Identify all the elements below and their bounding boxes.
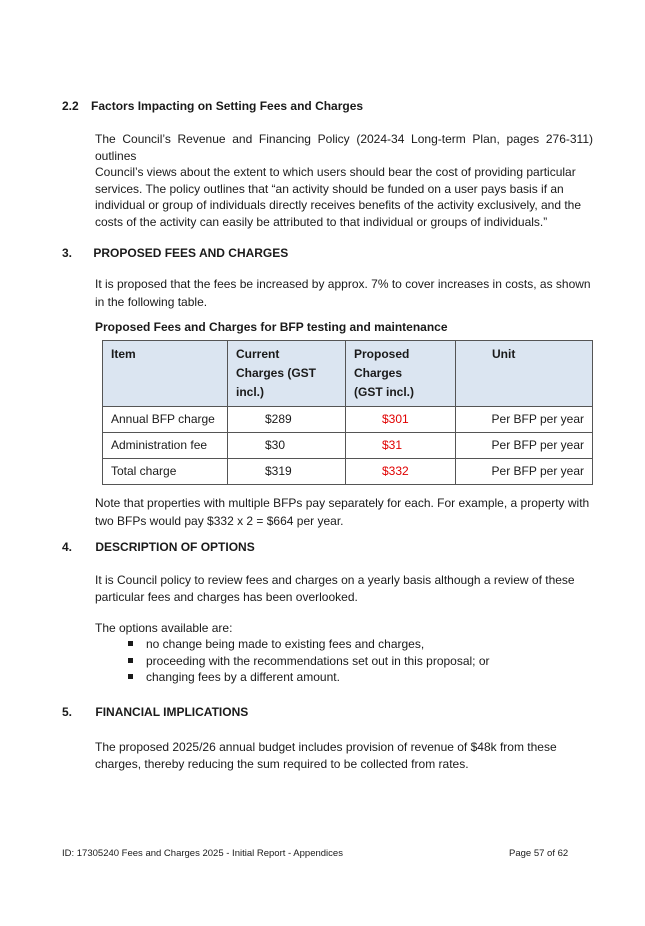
list-item: changing fees by a different amount.	[124, 669, 584, 686]
section-number: 2.2	[62, 99, 79, 113]
section-3-heading	[62, 246, 288, 260]
table-row	[103, 433, 593, 459]
cell-item: Total charge	[103, 459, 228, 485]
text-line: in the following table.	[95, 295, 208, 309]
footer-page-number: Page 57 of 62	[509, 848, 569, 859]
text-line: individual or group of individuals directly receives benefits of the activity exclusively, and the	[95, 198, 582, 212]
header-current-charges: Current Charges (GST incl.)	[228, 341, 346, 407]
cell-proposed: $301	[346, 407, 456, 433]
table-caption: Proposed Fees and Charges for BFP testing and maintenance	[95, 320, 448, 334]
section-title: PROPOSED FEES AND CHARGES	[93, 246, 289, 260]
cell-unit: Per BFP per year	[456, 459, 593, 485]
cell-unit: Per BFP per year	[456, 433, 593, 459]
header-unit: Unit	[456, 341, 593, 407]
fees-table	[102, 340, 593, 485]
text-line: The Council’s Revenue and Financing Policy (2024-34 Long-term Plan, pages 276-311) outlines	[95, 132, 593, 163]
section-4-body	[95, 572, 593, 605]
section-4-heading	[62, 540, 255, 554]
table-row	[103, 407, 593, 433]
section-3-body	[95, 275, 593, 311]
table-header-row	[103, 341, 593, 407]
text-line: costs of the activity can easily be attributed to that individual or groups of individuals.”	[95, 214, 548, 229]
options-intro: The options available are:	[95, 621, 233, 635]
text-line: It is proposed that the fees be increased by approx. 7% to cover increases in costs, as shown	[95, 277, 591, 291]
text-line: The proposed 2025/26 annual budget includes provision of revenue of $48k from these	[95, 740, 557, 754]
text-line: Council’s views about the extent to which users should bear the cost of providing particular	[95, 165, 576, 179]
section-2-2-heading	[62, 99, 363, 113]
cell-proposed: $31	[346, 433, 456, 459]
bullet-icon	[128, 674, 133, 679]
footer-document-id: ID: 17305240 Fees and Charges 2025 - Initial Report - Appendices	[62, 848, 343, 859]
header-proposed-charges: Proposed Charges (GST incl.)	[346, 341, 456, 407]
section-title: Factors Impacting on Setting Fees and Charges	[91, 99, 364, 113]
section-5-heading	[62, 705, 248, 719]
cell-item: Administration fee	[103, 433, 228, 459]
text-line: services. The policy outlines that “an activity should be funded on a user pays basis if an	[95, 181, 564, 196]
list-item: proceeding with the recommendations set out in this proposal; or	[124, 653, 584, 670]
header-item: Item	[103, 341, 228, 407]
text-line: Note that properties with multiple BFPs pay separately for each. For example, a property with	[95, 496, 590, 510]
section-2-2-body	[95, 131, 593, 230]
cell-proposed: $332	[346, 459, 456, 485]
text-line: It is Council policy to review fees and charges on a yearly basis although a review of these	[95, 573, 575, 587]
cell-current: $319	[228, 459, 346, 485]
cell-unit: Per BFP per year	[456, 407, 593, 433]
text-line: charges, thereby reducing the sum required to be collected from rates.	[95, 756, 469, 771]
text-line: two BFPs would pay $332 x 2 = $664 per year.	[95, 514, 344, 528]
cell-current: $30	[228, 433, 346, 459]
section-number: 5.	[62, 705, 73, 719]
bullet-icon	[128, 658, 133, 663]
section-number: 4.	[62, 540, 73, 554]
cell-item: Annual BFP charge	[103, 407, 228, 433]
note-text	[95, 494, 593, 530]
section-title: DESCRIPTION OF OPTIONS	[95, 540, 255, 554]
section-5-body	[95, 739, 593, 772]
section-number: 3.	[62, 246, 73, 260]
text-line: particular fees and charges has been overlooked.	[95, 589, 358, 604]
options-list	[124, 636, 584, 686]
table-row	[103, 459, 593, 485]
list-item: no change being made to existing fees and charges,	[124, 636, 584, 653]
cell-current: $289	[228, 407, 346, 433]
section-title: FINANCIAL IMPLICATIONS	[95, 705, 249, 719]
bullet-icon	[128, 641, 133, 646]
